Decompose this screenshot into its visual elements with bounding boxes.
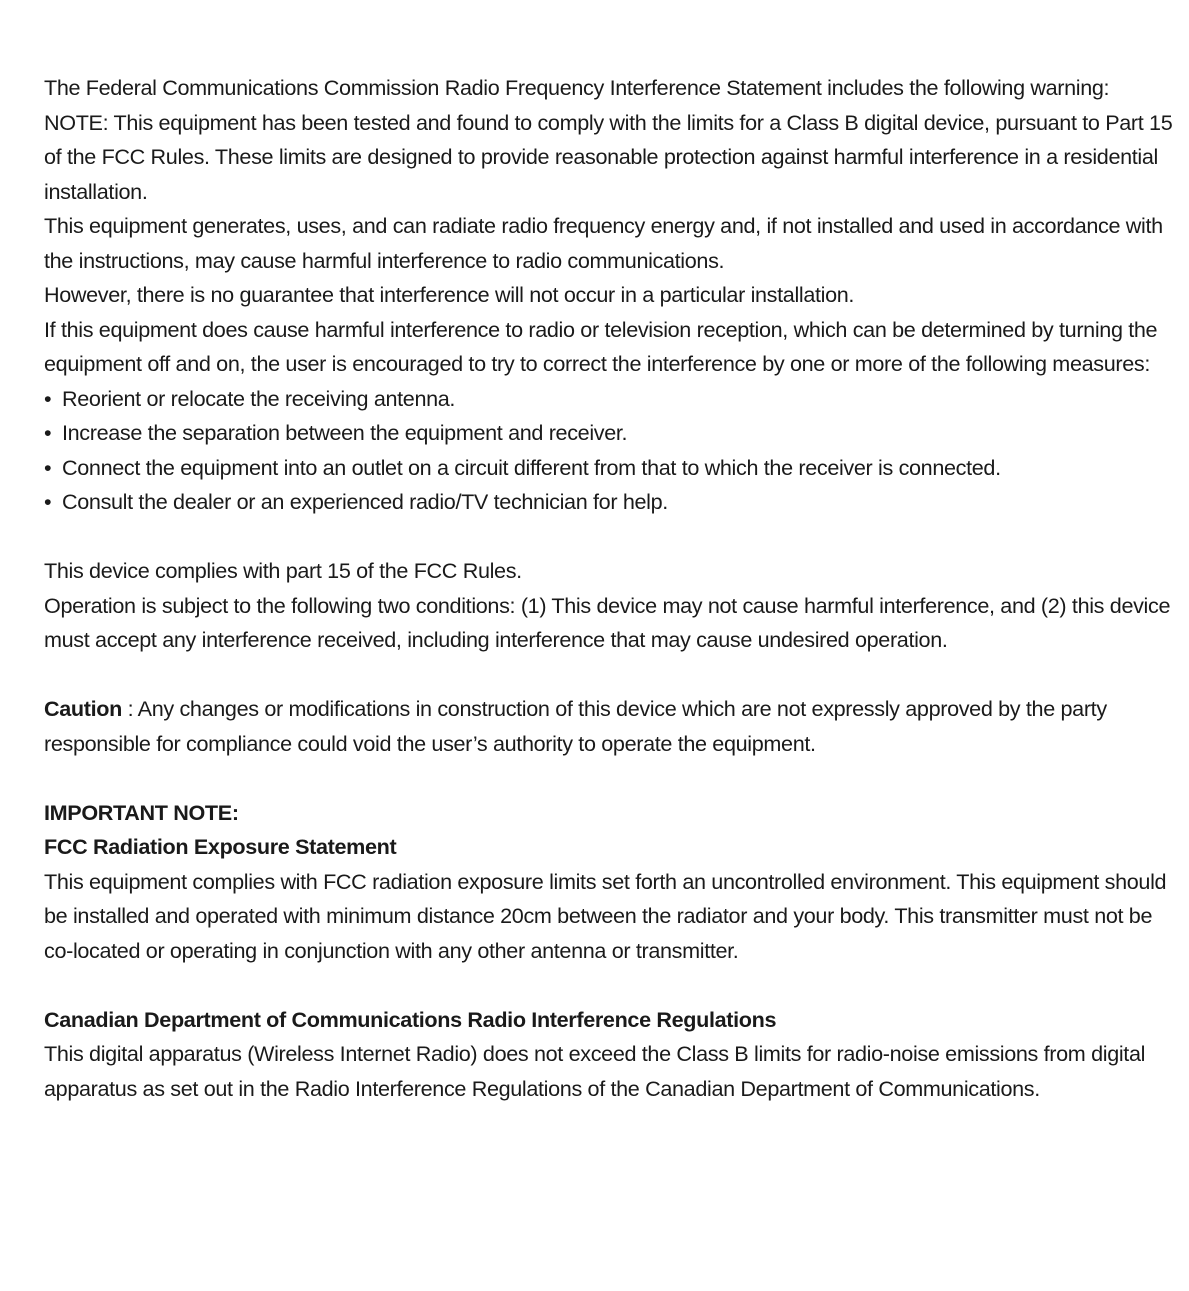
part15-compliance bbox=[44, 554, 1184, 658]
caution-label: Caution bbox=[44, 696, 122, 721]
radiation-exposure-section bbox=[44, 796, 1184, 969]
section-spacer bbox=[44, 658, 1184, 693]
bullet-icon: • bbox=[44, 420, 52, 445]
caution-paragraph bbox=[44, 692, 1184, 761]
fcc-intro-paragraph: The Federal Communications Commission Radio Frequency Interference Statement includes the following warning: bbox=[44, 75, 1110, 100]
fcc-interference-statement bbox=[44, 71, 1184, 520]
canadian-regulations-paragraph: This digital apparatus (Wireless Internet Radio) does not exceed the Class B limits for radio-noise emissions from digital apparatus as set out in the Radio Interference Regulations of the Canadian Department of Communications. bbox=[44, 1041, 1146, 1101]
fcc-no-guarantee-paragraph: However, there is no guarantee that interference will not occur in a particular installation. bbox=[44, 282, 855, 307]
bullet-icon: • bbox=[44, 385, 52, 411]
caution-section bbox=[44, 692, 1184, 761]
important-note-heading: IMPORTANT NOTE: bbox=[44, 799, 239, 825]
fcc-note-paragraph: NOTE: This equipment has been tested and found to comply with the limits for a Class B digital device, pursuant to Part 15 of the FCC Rules. These limits are designed to provide reasonable protection against harmful interference in a residential installation. bbox=[44, 109, 1173, 204]
part15-complies-paragraph: This device complies with part 15 of the FCC Rules. bbox=[44, 558, 522, 583]
section-spacer bbox=[44, 761, 1184, 796]
list-item bbox=[44, 451, 1184, 486]
fcc-generates-paragraph: This equipment generates, uses, and can radiate radio frequency energy and, if not installed and used in accordance with the instructions, may cause harmful interference to radio communications. bbox=[44, 213, 1163, 273]
canadian-regulations-section bbox=[44, 1003, 1184, 1107]
list-item-text: Connect the equipment into an outlet on a circuit different from that to which the receiver is connected. bbox=[62, 454, 1001, 480]
list-item-text: Increase the separation between the equipment and receiver. bbox=[62, 420, 628, 445]
bullet-icon: • bbox=[44, 454, 52, 480]
regulatory-document bbox=[44, 71, 1184, 1106]
list-item-text: Consult the dealer or an experienced radio/TV technician for help. bbox=[62, 489, 668, 514]
interference-measures-list bbox=[44, 382, 1184, 520]
list-item bbox=[44, 485, 1184, 520]
fcc-if-cause-paragraph: If this equipment does cause harmful interference to radio or television reception, which can be determined by turning the equipment off and on, the user is encouraged to try to correct the interference by one or more of the following measures: bbox=[44, 316, 1158, 376]
canadian-regulations-heading: Canadian Department of Communications Radio Interference Regulations bbox=[44, 1006, 777, 1032]
list-item bbox=[44, 416, 1184, 451]
section-spacer bbox=[44, 520, 1184, 555]
section-spacer bbox=[44, 968, 1184, 1003]
radiation-exposure-heading: FCC Radiation Exposure Statement bbox=[44, 834, 397, 859]
caution-text: : Any changes or modifications in construction of this device which are not expressly approved by the party responsible for compliance could void the user’s authority to operate the equipment. bbox=[44, 696, 1107, 756]
bullet-icon: • bbox=[44, 489, 52, 514]
radiation-exposure-paragraph: This equipment complies with FCC radiation exposure limits set forth an uncontrolled environment. This equipment should be installed and operated with minimum distance 20cm between the radiator and your body. This transmitter must not be co-located or operating in conjunction with any other antenna or transmitter. bbox=[44, 868, 1167, 963]
list-item bbox=[44, 382, 1184, 417]
list-item-text: Reorient or relocate the receiving antenna. bbox=[62, 385, 456, 411]
part15-conditions-paragraph: Operation is subject to the following two conditions: (1) This device may not cause harmful interference, and (2) this device must accept any interference received, including interference that may cause undesired operation. bbox=[44, 592, 1171, 652]
